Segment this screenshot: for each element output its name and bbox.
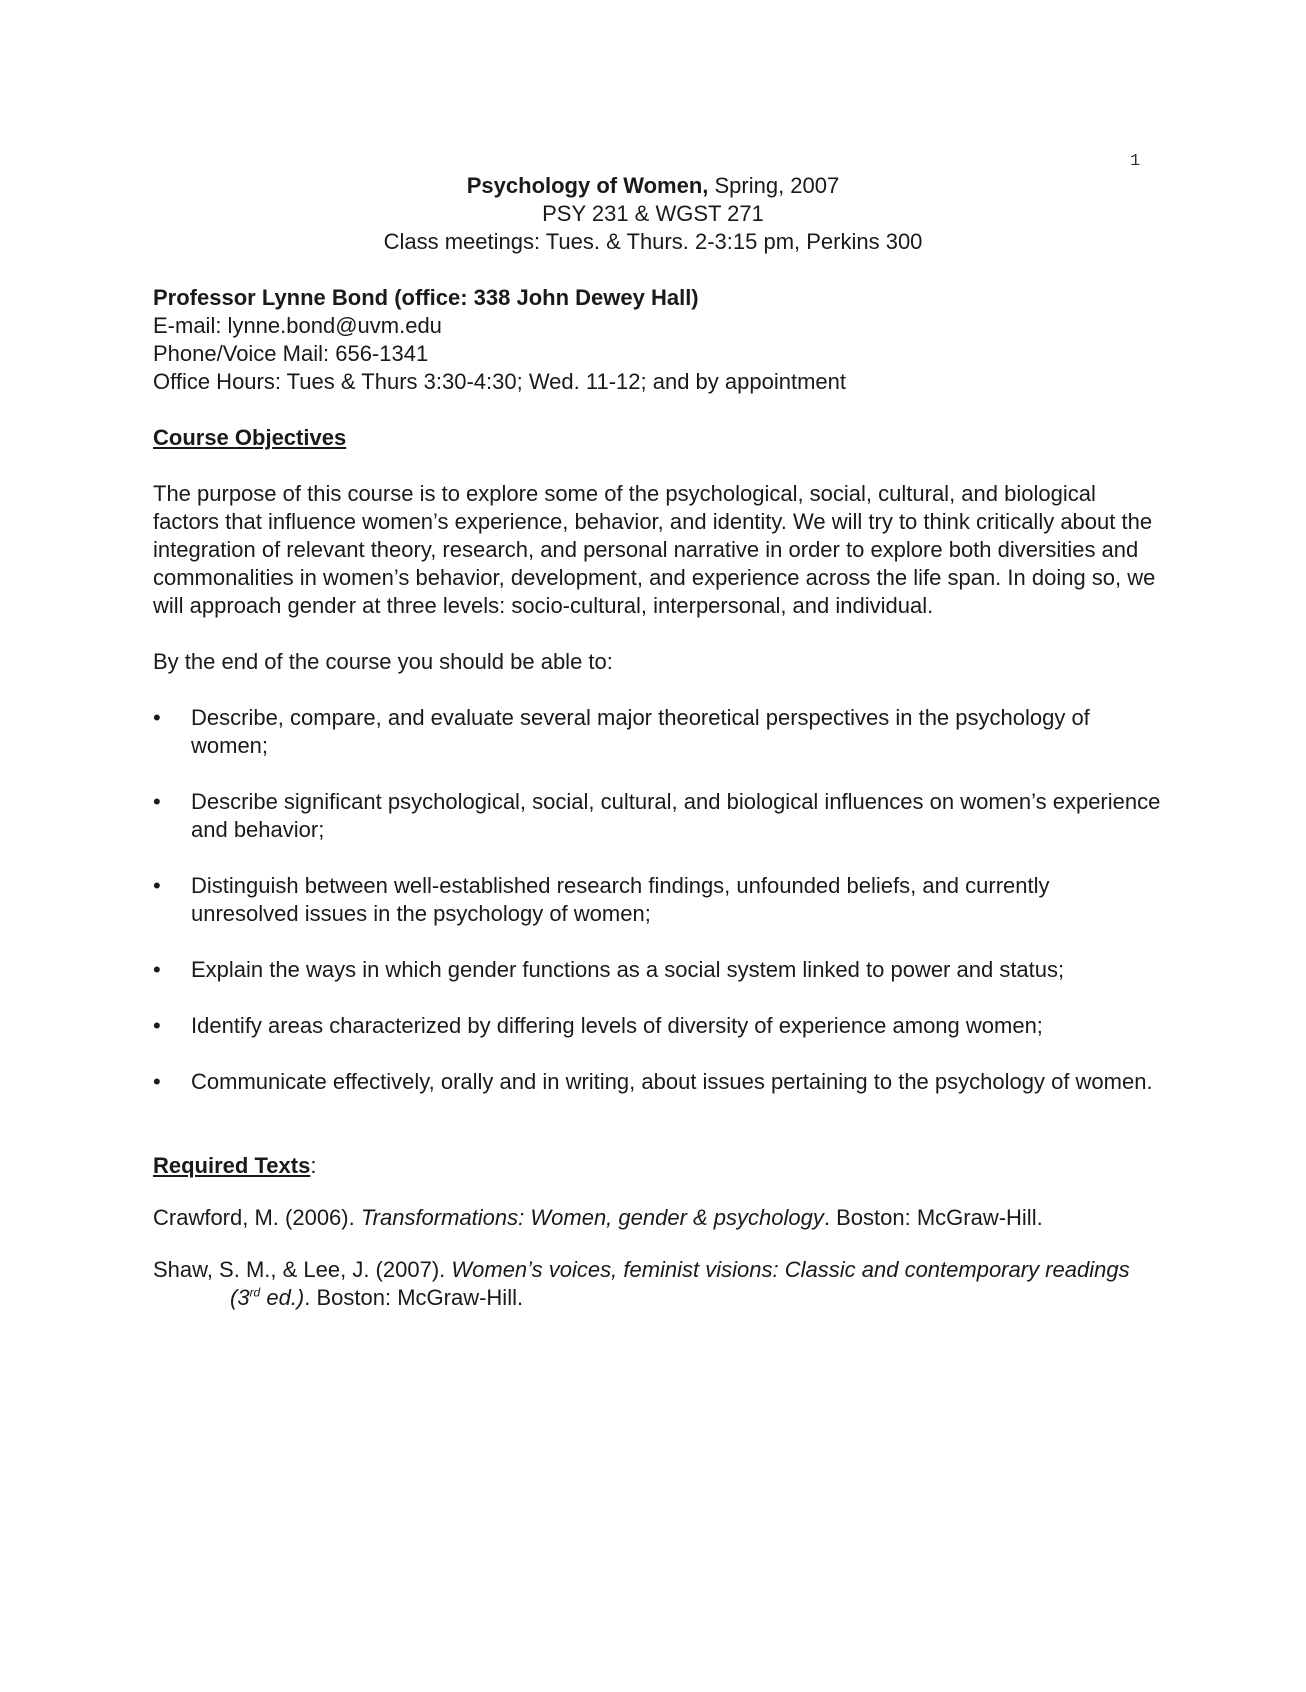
objective-text: Explain the ways in which gender functions as a social system linked to power and status; [191, 957, 1065, 982]
ref-title: Transformations: Women, gender & psychology [360, 1205, 824, 1230]
course-title-line [153, 172, 1153, 200]
ref-publisher: . Boston: McGraw-Hill. [304, 1285, 524, 1310]
objectives-list [153, 704, 1163, 1096]
ref-title-end: ed.) [260, 1285, 305, 1310]
office-hours-line: Office Hours: Tues & Thurs 3:30-4:30; Wed. 11-12; and by appointment [153, 369, 846, 394]
bullet-icon: • [153, 789, 161, 814]
objectives-intro: By the end of the course you should be able to: [153, 649, 613, 674]
purpose-paragraph: The purpose of this course is to explore some of the psychological, social, cultural, and biological factors that influence women’s experience, behavior, and identity. We will try to think critically about the integration of relevant theory, research, and personal narrative in order to explore both diversities and commonalities in women’s behavior, development, and experience across the life span. In doing so, we will approach gender at three levels: socio-cultural, interpersonal, and individual. [153, 481, 1156, 618]
ref-authors: Shaw, S. M., & Lee, J. (2007). [153, 1257, 452, 1282]
reference-shaw-lee [153, 1256, 1163, 1312]
objective-text: Identify areas characterized by differing levels of diversity of experience among women; [191, 1013, 1043, 1038]
ref-publisher: . Boston: McGraw-Hill. [823, 1205, 1043, 1230]
objective-text: Describe significant psychological, social, cultural, and biological influences on women’s experience and behavior; [191, 789, 1161, 842]
page-number: 1 [1130, 152, 1141, 171]
objective-text: Communicate effectively, orally and in writing, about issues pertaining to the psychology of women. [191, 1069, 1153, 1094]
syllabus-body [153, 172, 1163, 1312]
objective-text: Describe, compare, and evaluate several major theoretical perspectives in the psychology of women; [191, 705, 1090, 758]
course-title: Psychology of Women, [466, 173, 709, 198]
professor-line: Professor Lynne Bond (office: 338 John Dewey Hall) [153, 285, 699, 310]
list-item [153, 704, 1163, 760]
bullet-icon: • [153, 873, 161, 898]
bullet-icon: • [153, 1069, 161, 1094]
list-item [153, 788, 1163, 844]
objectives-heading: Course Objectives [153, 425, 347, 450]
email-line: E-mail: lynne.bond@uvm.edu [153, 313, 442, 338]
class-meetings: Class meetings: Tues. & Thurs. 2-3:15 pm, Perkins 300 [383, 229, 923, 254]
list-item [153, 1068, 1163, 1096]
bullet-icon: • [153, 957, 161, 982]
bullet-icon: • [153, 1013, 161, 1038]
phone-line: Phone/Voice Mail: 656-1341 [153, 341, 429, 366]
list-item [153, 1012, 1163, 1040]
course-header [153, 172, 1153, 256]
list-item [153, 872, 1163, 928]
ref-authors: Crawford, M. (2006). [153, 1205, 361, 1230]
required-texts-heading-line [153, 1152, 1163, 1180]
reference-crawford [153, 1204, 1163, 1232]
course-codes: PSY 231 & WGST 271 [542, 201, 764, 226]
list-item [153, 956, 1163, 984]
ref-edition-superscript: rd [249, 1285, 261, 1300]
bullet-icon: • [153, 705, 161, 730]
objective-text: Distinguish between well-established research findings, unfounded beliefs, and currently unresolved issues in the psychology of women; [191, 873, 1050, 926]
contact-block [153, 284, 1163, 396]
ref-title: Women’s voices, feminist visions: Classic and contemporary readings (3 [230, 1257, 1130, 1310]
heading-colon: : [310, 1153, 317, 1178]
course-term: Spring, 2007 [708, 173, 840, 198]
required-texts-heading: Required Texts [153, 1153, 311, 1178]
